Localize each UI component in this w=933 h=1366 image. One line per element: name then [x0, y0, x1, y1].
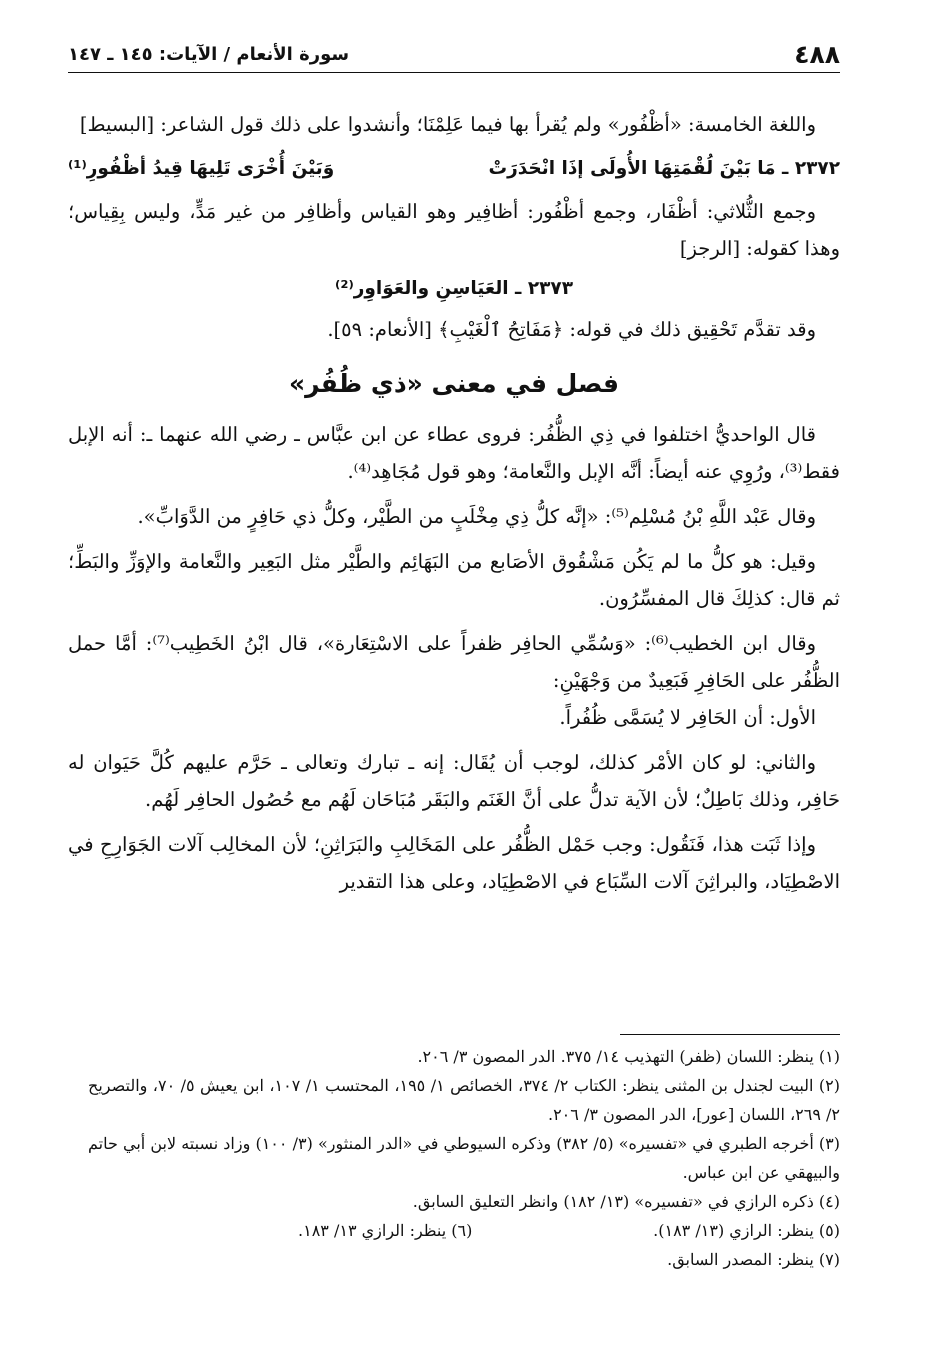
footnote: (٧) ينظر: المصدر السابق. — [667, 1250, 840, 1269]
verse-second-hemistich: وَبَيْنَ أُخْرَى تَلِيهَا قِيدُ أظْفُورِ⁽¹⁾ — [68, 158, 335, 179]
footnote-row — [88, 1216, 840, 1245]
paragraph: وإذا ثَبَت هذا، فَنَقُول: وجب حَمْل الظُّفُر على المَخَالِبِ والبَرَاثِنِ؛ لأن المخالِب آلات الجَوَارِحِ في الاصْطِيَاد، والبراثِنَ آلات السِّبَاع في الاصْطِيَاد، وعلى هذا التقدير — [68, 833, 840, 893]
footnote: (٣) أخرجه الطبري في «تفسيره» (٥/ ٣٨٢) وذكره السيوطي في «الدر المنثور» (٣/ ١٠٠) وزاد نسبته لابن أبي حاتم والبيهقي عن ابن عباس. — [88, 1134, 840, 1182]
paragraph: وقال ابن الخطيب⁽⁶⁾: «وَسُمِّي الحافِر ظفراً على الاسْتِعَارة»، قال ابْنُ الخَطِيب⁽⁷⁾: أمَّا حمل الظُّفُر على الحَافِرِ فَبَعِيدٌ من وَجْهَيْنِ: — [68, 632, 840, 692]
footnote: (١) ينظر: اللسان (ظفر) التهذيب ١٤/ ٣٧٥. الدر المصون ٣/ ٢٠٦. — [417, 1047, 840, 1066]
poetry-verse: ٢٣٧٣ ـ العَيَاسِنِ والعَوَاوِر⁽²⁾ — [335, 278, 573, 299]
running-title: سورة الأنعام / الآيات: ١٤٥ ـ ١٤٧ — [68, 44, 350, 65]
footnote: (٦) ينظر: الرازي ١٣/ ١٨٣. — [298, 1221, 473, 1240]
footnote: (٥) ينظر: الرازي (١٣/ ١٨٣). — [653, 1221, 840, 1240]
paragraph: وجمع الثُّلاثي: أظْفَار، وجمع أظْفُور: أظافِير وهو القياس وأظافِر من غير مَدٍّ، وليس بِقِياس؛ وهذا كقوله: [الرجز] — [68, 200, 840, 260]
paragraph: والثاني: لو كان الأمْر كذلك، لوجب أن يُقَال: إنه ـ تبارك وتعالى ـ حَرَّم عليهم كُلَّ حَيَوان له حَافِر، وذلك بَاطِلٌ؛ لأن الآية تدلُّ على أنَّ الغَنَم والبَقَر مُبَاحَان لَهُم مع حُصُول الحافِر لَهُم. — [68, 751, 840, 811]
verse-first-hemistich: ٢٣٧٢ ـ مَا بَيْنَ لُقْمَتِهَا الأُولَى إذَا انْحَدَرَتْ — [488, 158, 840, 179]
footnote: (٤) ذكره الرازي في «تفسيره» (١٣/ ١٨٢) وانظر التعليق السابق. — [412, 1192, 840, 1211]
page-number: ٤٨٨ — [794, 40, 840, 69]
paragraph: الأول: أن الحَافِر لا يُسَمَّى ظُفُراً. — [559, 706, 816, 729]
page-header — [68, 36, 840, 73]
paragraph: وقيل: هو كلُّ ما لم يَكُن مَشْقُوق الأصَابع من البَهَائِم والطَّيْر مثل البَعِير والنَّعامة والإوَزِّ والبَطِّ؛ ثم قال: كذلِكَ قال المفسِّرُون. — [68, 550, 840, 610]
poetry-verse — [68, 149, 840, 189]
footnote-divider — [620, 1034, 840, 1035]
main-text — [68, 106, 840, 900]
paragraph: وقد تقدَّم تَحْقِيق ذلك في قوله: ﴿مَفَاتِحُ ٱلْغَيْبِ﴾ [الأنعام: ٥٩]. — [327, 318, 816, 341]
section-title: فصل في معنى «ذي ظُفُر» — [288, 369, 620, 398]
footnotes — [88, 1042, 840, 1274]
footnote: (٢) البيت لجندل بن المثنى ينظر: الكتاب ٢/ ٣٧٤، الخصائص ١/ ١٩٥، المحتسب ١/ ١٠٧، ابن يعيش ٥/ ٧٠، والتصريح ٢/ ٢٦٩، اللسان [عور]، الدر المصون ٣/ ٢٠٦. — [88, 1076, 841, 1124]
paragraph: واللغة الخامسة: «أظْفُور» ولم يُقرأ بها فيما عَلِمْنَا؛ وأنشدوا على ذلك قول الشاعر: [البسيط] — [79, 113, 816, 136]
paragraph: قال الواحديُّ اختلفوا في ذِي الظُّفُر: فروى عطاء عن ابن عبَّاس ـ رضي الله عنهما ـ: أنه الإبل فقط⁽³⁾، ورُوِي عنه أيضاً: أنَّه الإبل والنَّعامة؛ وهو قول مُجَاهِد⁽⁴⁾. — [68, 423, 840, 483]
paragraph: وقال عَبْد اللَّهِ بْنُ مُسْلِم⁽⁵⁾: «إنَّه كلُّ ذِي مِخْلَبٍ من الطَّيْر، وكلُّ ذي حَافِرٍ من الدَّوَابِّ». — [137, 505, 816, 528]
